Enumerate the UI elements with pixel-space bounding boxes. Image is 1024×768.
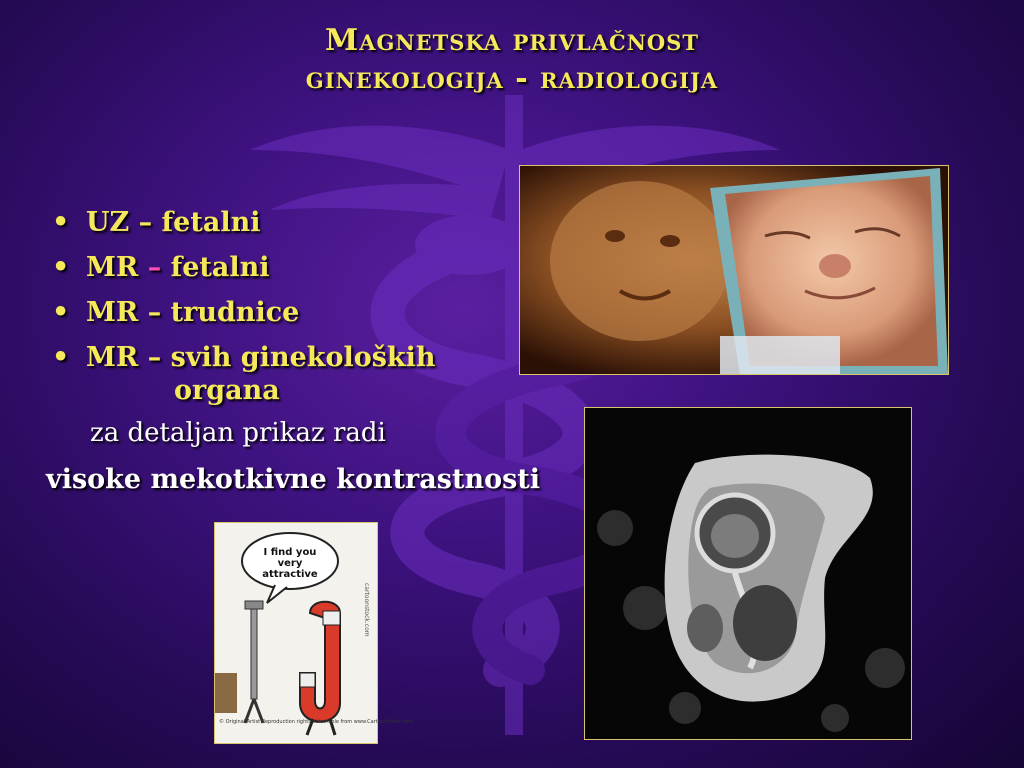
- bullet-item-mr-fetalni: [50, 245, 436, 290]
- bullet-text: MR – trudnice: [86, 297, 300, 328]
- bullet-item-mr-trudnice: [50, 290, 436, 335]
- cartoon-bubble-line-1: I find you: [263, 547, 317, 558]
- detail-line-1: za detaljan prikaz radi: [90, 418, 386, 448]
- mri-scan-graphic: [585, 408, 911, 739]
- slide-title: [0, 22, 1024, 98]
- cartoon-credit: © Original Artist Reproduction rights obtainable from www.CartoonStock.com: [219, 719, 414, 725]
- ultrasound-newborn-photo: [519, 165, 949, 375]
- cartoon-bubble-line-2: very: [277, 558, 303, 569]
- bullet-prefix: MR: [86, 252, 148, 283]
- bullet-dot: •: [52, 342, 70, 373]
- bullet-dot: •: [52, 252, 70, 283]
- cartoon-bubble-line-3: attractive: [262, 569, 318, 580]
- title-line-2: ginekologija - radiologija: [305, 61, 719, 96]
- bullet-list: [50, 200, 436, 408]
- bullet-dot: •: [52, 207, 70, 238]
- title-line-1: Magnetska privlačnost: [325, 23, 699, 58]
- bullet-dot: •: [52, 297, 70, 328]
- bullet-item-mr-organa: [50, 335, 436, 408]
- cartoon-side-credit: cartoonstock.com: [363, 583, 370, 637]
- bullet-text: MR – svih ginekoloških: [86, 342, 436, 373]
- bullet-text: UZ – fetalni: [86, 207, 261, 238]
- magnet-nail-cartoon: [214, 522, 414, 744]
- ultrasound-newborn-image: [520, 166, 948, 374]
- bullet-suffix: fetalni: [161, 252, 270, 283]
- bullet-continuation: organa: [174, 375, 280, 406]
- bullet-item-uz: [50, 200, 436, 245]
- detail-line-2: visoke mekotkivne kontrastnosti: [46, 464, 541, 495]
- bullet-dash: –: [147, 252, 162, 283]
- fetal-mri-image: [584, 407, 912, 740]
- cartoon-graphic: [215, 523, 414, 743]
